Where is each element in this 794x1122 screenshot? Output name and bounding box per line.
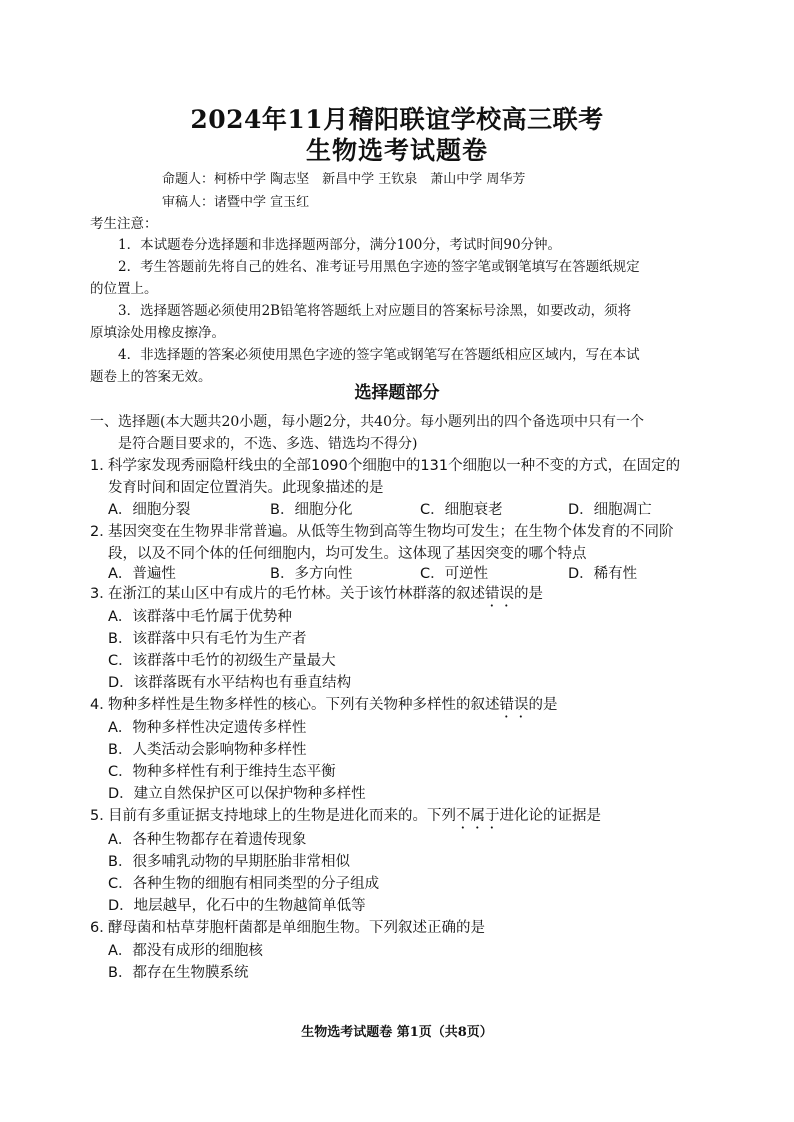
option-c[interactable]: C．可逆性 <box>420 566 489 582</box>
question-6 <box>90 917 720 939</box>
question-text: 在浙江的某山区中有成片的毛竹林。关于该竹林群落的叙述 <box>108 586 485 602</box>
notice-heading: 考生注意： <box>90 216 158 232</box>
notice-item: 4．非选择题的答案必须使用黑色字迹的签字笔或钢笔写在答题纸相应区域内，写在本试 <box>118 347 640 363</box>
part-instructions-cont: 是符合题目要求的，不选、多选、错选均不得分) <box>118 436 418 452</box>
question-number: 3． <box>90 586 114 602</box>
question-text-end: 的是 <box>528 697 558 713</box>
option-a[interactable]: A．都没有成形的细胞核 <box>108 943 263 959</box>
question-text-end: 进化论的证据是 <box>499 808 601 824</box>
question-number: 5． <box>90 808 114 824</box>
question-text-cont: 发育时间和固定位置消失。此现象描述的是 <box>108 480 384 496</box>
option-b[interactable]: B．都存在生物膜系统 <box>108 965 249 981</box>
option-a[interactable]: A．该群落中毛竹属于优势种 <box>108 609 292 625</box>
notice-item-cont: 的位置上。 <box>90 281 158 297</box>
option-a[interactable]: A．物种多样性决定遗传多样性 <box>108 720 307 736</box>
emphasis-word: 错误 <box>499 697 529 713</box>
option-d[interactable]: D．该群落既有水平结构也有垂直结构 <box>108 675 352 691</box>
option-c[interactable]: C．该群落中毛竹的初级生产量最大 <box>108 653 336 669</box>
notice-item: 1．本试题卷分选择题和非选择题两部分，满分100分，考试时间90分钟。 <box>118 237 562 253</box>
emphasis-word: 错误 <box>485 586 514 602</box>
emphasis-word: 不属于 <box>456 808 500 824</box>
option-b[interactable]: B．多方向性 <box>270 566 353 582</box>
question-2 <box>90 521 720 543</box>
notice-item-cont: 原填涂处用橡皮擦净。 <box>90 325 225 341</box>
question-text: 科学家发现秀丽隐杆线虫的全部1090个细胞中的131个细胞以一种不变的方式，在固定的 <box>108 458 681 474</box>
notice-item: 3．选择题答题必须使用2B铅笔将答题纸上对应题目的答案标号涂黑，如要改动，须将 <box>118 303 632 319</box>
option-d[interactable]: D．地层越早，化石中的生物越简单低等 <box>108 898 366 914</box>
option-d[interactable]: D．建立自然保护区可以保护物种多样性 <box>108 786 366 802</box>
option-d[interactable]: D．细胞凋亡 <box>568 502 652 518</box>
exam-subtitle: 生物选考试题卷 <box>305 136 488 165</box>
option-b[interactable]: B．细胞分化 <box>270 502 353 518</box>
authors-line: 命题人：柯桥中学 陶志坚 新昌中学 王钦泉 萧山中学 周华芳 <box>162 172 526 187</box>
question-1 <box>90 455 720 477</box>
question-text: 酵母菌和枯草芽胞杆菌都是单细胞生物。下列叙述正确的是 <box>108 920 485 936</box>
option-b[interactable]: B．该群落中只有毛竹为生产者 <box>108 631 307 647</box>
reviewer-line: 审稿人：诸暨中学 宣玉红 <box>162 195 310 210</box>
exam-title: 2024年11月稽阳联谊学校高三联考 <box>190 105 604 134</box>
question-text: 物种多样性是生物多样性的核心。下列有关物种多样性的叙述 <box>108 697 500 713</box>
notice-item: 2．考生答题前先将自己的姓名、准考证号用黑色字迹的签字笔或钢笔填写在答题纸规定 <box>118 259 640 275</box>
option-c[interactable]: C．各种生物的细胞有相同类型的分子组成 <box>108 876 380 892</box>
section-title: 选择题部分 <box>354 383 440 403</box>
question-number: 2． <box>90 524 114 540</box>
question-text-end: 的是 <box>514 586 543 602</box>
question-number: 1． <box>90 458 114 474</box>
authors-block <box>162 168 525 214</box>
option-a[interactable]: A．细胞分裂 <box>108 502 191 518</box>
option-b[interactable]: B．人类活动会影响物种多样性 <box>108 742 307 758</box>
question-text-cont: 段，以及不同个体的任何细胞内，均可发生。这体现了基因突变的哪个特点 <box>108 546 587 562</box>
option-c[interactable]: C．物种多样性有利于维持生态平衡 <box>108 764 336 780</box>
question-text: 目前有多重证据支持地球上的生物是进化而来的。下列 <box>108 808 456 824</box>
question-number: 4． <box>90 697 114 713</box>
page-footer: 生物选考试题卷 第1页（共8页） <box>301 1025 493 1040</box>
option-a[interactable]: A．各种生物都存在着遗传现象 <box>108 832 307 848</box>
notice-block <box>90 234 710 388</box>
notice-item-cont: 题卷上的答案无效。 <box>90 369 212 385</box>
option-c[interactable]: C．细胞衰老 <box>420 502 503 518</box>
option-d[interactable]: D．稀有性 <box>568 566 638 582</box>
part-instructions: 一、选择题(本大题共20小题，每小题2分，共40分。每小题列出的四个备选项中只有一个 <box>90 414 644 430</box>
question-text: 基因突变在生物界非常普遍。从低等生物到高等生物均可发生；在生物个体发育的不同阶 <box>108 524 674 540</box>
question-5 <box>90 805 720 832</box>
option-a[interactable]: A．普遍性 <box>108 566 176 582</box>
option-b[interactable]: B．很多哺乳动物的早期胚胎非常相似 <box>108 854 350 870</box>
question-number: 6． <box>90 920 114 936</box>
